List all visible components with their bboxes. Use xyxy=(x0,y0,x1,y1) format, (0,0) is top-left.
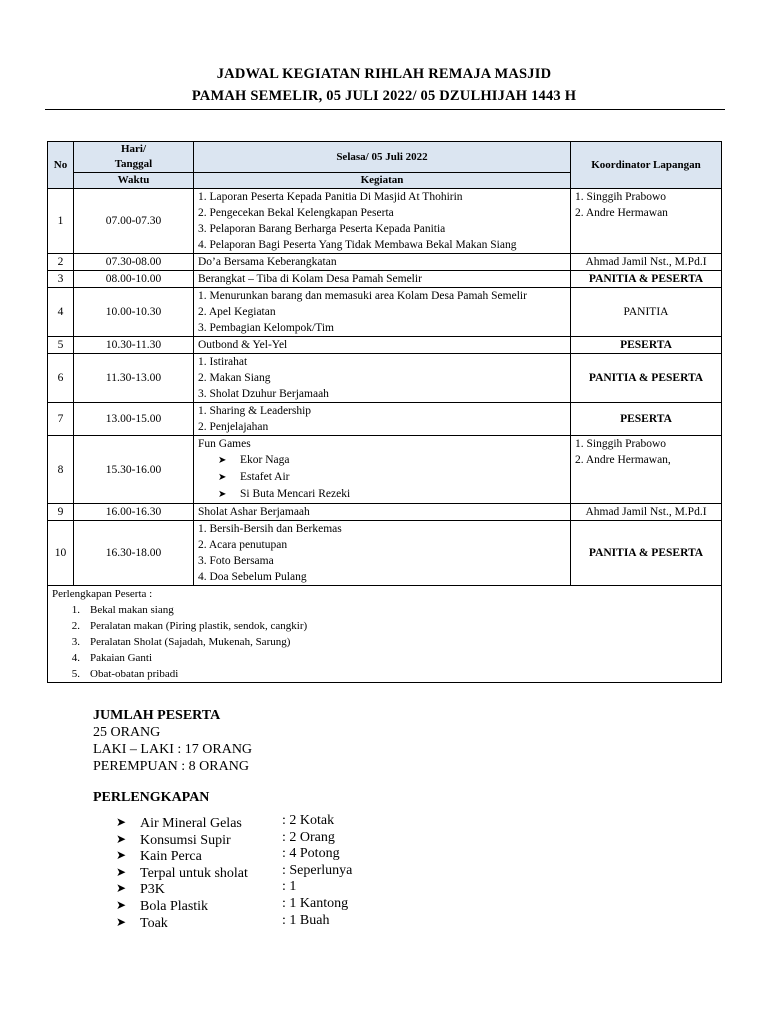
activity-line: 1. Bersih-Bersih dan Berkemas xyxy=(198,523,342,535)
equipment-heading: PERLENGKAPAN xyxy=(93,790,210,805)
activity-line: 2. Acara penutupan xyxy=(198,539,288,551)
row-time: 16.00-16.30 xyxy=(74,504,194,521)
activity-line: Fun Games xyxy=(198,438,251,450)
activity-line: 2. Penjelajahan xyxy=(198,421,269,433)
activity-line: 1. Istirahat xyxy=(198,356,248,368)
equipment-name: Toak xyxy=(140,915,168,931)
header-hari: Hari/ Tanggal xyxy=(74,142,194,173)
row-coordinator xyxy=(571,254,722,271)
header-kegiatan: Kegiatan xyxy=(194,173,571,189)
schedule-table xyxy=(47,141,722,683)
participant-female: PEREMPUAN : 8 ORANG xyxy=(93,759,249,774)
coordinator-line: 1. Singgih Prabowo xyxy=(575,438,667,450)
row-coordinator xyxy=(571,271,722,288)
item-text: Obat-obatan pribadi xyxy=(90,668,179,680)
arrow-bullet-icon: ➤ xyxy=(116,914,127,929)
row-coordinator xyxy=(571,288,722,337)
activity-line: 2. Pengecekan Bekal Kelengkapan Peserta xyxy=(198,207,394,219)
row-activities xyxy=(194,436,571,504)
row-number: 3 xyxy=(48,271,74,288)
item-number: 2. xyxy=(71,620,80,632)
arrow-bullet-icon: ➤ xyxy=(218,472,227,483)
row-activities xyxy=(194,403,571,436)
row-coordinator xyxy=(571,521,722,586)
activity-line: 3. Pembagian Kelompok/Tim xyxy=(198,322,334,334)
item-number: 1. xyxy=(71,604,80,616)
row-activities xyxy=(194,337,571,354)
equipment-quantity: : 1 Kantong xyxy=(282,895,349,911)
participant-equipment-item xyxy=(52,602,717,618)
equipment-name: Air Mineral Gelas xyxy=(140,816,242,831)
activity-line: 4. Doa Sebelum Pulang xyxy=(198,571,307,583)
item-number: 4. xyxy=(71,652,80,664)
row-activities xyxy=(194,254,571,271)
participant-equipment-item xyxy=(52,666,717,682)
participant-count-section xyxy=(93,707,252,775)
arrow-bullet-icon: ➤ xyxy=(116,831,127,846)
activity-line: 1. Menurunkan barang dan memasuki area Kolam Desa Pamah Semelir xyxy=(198,290,527,302)
activity-line: Do’a Bersama Keberangkatan xyxy=(198,256,337,268)
coordinator-line: PANITIA & PESERTA xyxy=(588,273,704,285)
equipment-quantity: : Seperlunya xyxy=(282,862,353,878)
row-number: 4 xyxy=(48,288,74,337)
item-text: Peralatan makan (Piring plastik, sendok, cangkir) xyxy=(90,620,308,632)
row-coordinator xyxy=(571,403,722,436)
participant-equipment-item xyxy=(52,618,717,634)
coordinator-line: 2. Andre Hermawan xyxy=(575,207,668,219)
activity-line: 2. Makan Siang xyxy=(198,372,271,384)
equipment-quantity: : 1 xyxy=(282,879,297,895)
coordinator-line: Ahmad Jamil Nst., M.Pd.I xyxy=(585,506,707,518)
row-activities xyxy=(194,271,571,288)
row-coordinator xyxy=(571,436,722,504)
row-number: 6 xyxy=(48,354,74,403)
coordinator-line: PANITIA & PESERTA xyxy=(588,372,704,384)
sub-activity-line xyxy=(198,486,566,503)
item-text: Peralatan Sholat (Sajadah, Mukenah, Sarung) xyxy=(90,636,291,648)
row-activities xyxy=(194,288,571,337)
arrow-bullet-icon: ➤ xyxy=(218,489,227,500)
arrow-bullet-icon: ➤ xyxy=(116,864,127,879)
activity-line: Berangkat – Tiba di Kolam Desa Pamah Semelir xyxy=(198,273,422,285)
activity-line: 3. Foto Bersama xyxy=(198,555,274,567)
coordinator-line: PESERTA xyxy=(620,413,672,425)
equipment-name: P3K xyxy=(140,882,165,898)
activity-line: Sholat Ashar Berjamaah xyxy=(198,506,310,518)
table-row xyxy=(48,189,722,254)
row-coordinator xyxy=(571,354,722,403)
arrow-bullet-icon: ➤ xyxy=(218,455,227,466)
row-time: 10.00-10.30 xyxy=(74,288,194,337)
participant-equipment-item xyxy=(52,650,717,666)
document-title: JADWAL KEGIATAN RIHLAH REMAJA MASJID xyxy=(216,66,552,82)
activity-line: 2. Apel Kegiatan xyxy=(198,306,276,318)
activity-line: 3. Pelaporan Barang Berharga Peserta Kepada Panitia xyxy=(198,223,446,235)
row-time: 11.30-13.00 xyxy=(74,354,194,403)
table-row xyxy=(48,521,722,586)
coordinator-line: PESERTA xyxy=(620,339,672,351)
coordinator-line: 1. Singgih Prabowo xyxy=(575,191,667,203)
equipment-quantity: : 2 Kotak xyxy=(282,813,335,828)
row-number: 1 xyxy=(48,189,74,254)
item-number: 3. xyxy=(71,636,80,648)
activity-line: 1. Laporan Peserta Kepada Panitia Di Masjid At Thohirin xyxy=(198,191,463,203)
row-number: 2 xyxy=(48,254,74,271)
header-koordinator: Koordinator Lapangan xyxy=(571,142,722,189)
row-number: 9 xyxy=(48,504,74,521)
sub-activity-text: Ekor Naga xyxy=(240,454,290,466)
row-time: 08.00-10.00 xyxy=(74,271,194,288)
row-activities xyxy=(194,504,571,521)
row-activities xyxy=(194,521,571,586)
title-divider xyxy=(45,109,725,110)
coordinator-line: 2. Andre Hermawan, xyxy=(575,454,671,466)
row-number: 7 xyxy=(48,403,74,436)
participant-count-heading: JUMLAH PESERTA xyxy=(93,708,221,723)
equipment-name: Kain Perca xyxy=(140,849,202,865)
row-activities xyxy=(194,354,571,403)
activity-line: Outbond & Yel-Yel xyxy=(198,339,288,351)
sub-activity-line xyxy=(198,469,566,486)
participant-equipment-title: Perlengkapan Peserta : xyxy=(52,588,153,600)
row-time: 13.00-15.00 xyxy=(74,403,194,436)
sub-activity-text: Si Buta Mencari Rezeki xyxy=(240,488,351,500)
activity-line: 4. Pelaporan Bagi Peserta Yang Tidak Membawa Bekal Makan Siang xyxy=(198,239,517,251)
table-row xyxy=(48,254,722,271)
table-row xyxy=(48,504,722,521)
row-time: 07.30-08.00 xyxy=(74,254,194,271)
row-time: 10.30-11.30 xyxy=(74,337,194,354)
item-number: 5. xyxy=(71,668,80,680)
table-row xyxy=(48,288,722,337)
equipment-quantity: : 4 Potong xyxy=(282,846,340,862)
activity-line: 1. Sharing & Leadership xyxy=(198,405,312,417)
arrow-bullet-icon: ➤ xyxy=(116,815,127,829)
row-number: 5 xyxy=(48,337,74,354)
row-time: 16.30-18.00 xyxy=(74,521,194,586)
row-activities xyxy=(194,189,571,254)
row-coordinator xyxy=(571,189,722,254)
equipment-name: Konsumsi Supir xyxy=(140,832,231,848)
row-coordinator xyxy=(571,337,722,354)
arrow-bullet-icon: ➤ xyxy=(116,881,127,896)
sub-activity-text: Estafet Air xyxy=(240,471,290,483)
row-time: 15.30-16.00 xyxy=(74,436,194,504)
coordinator-line: PANITIA xyxy=(623,306,669,318)
table-row xyxy=(48,436,722,504)
header-date: Selasa/ 05 Juli 2022 xyxy=(194,142,571,173)
activity-line: 3. Sholat Dzuhur Berjamaah xyxy=(198,388,329,400)
participant-equipment-item xyxy=(52,634,717,650)
row-number: 10 xyxy=(48,521,74,586)
table-row xyxy=(48,354,722,403)
arrow-bullet-icon: ➤ xyxy=(116,897,127,912)
table-row xyxy=(48,337,722,354)
header-no: No xyxy=(48,142,74,189)
item-text: Pakaian Ganti xyxy=(90,652,153,664)
row-coordinator xyxy=(571,504,722,521)
equipment-name: Terpal untuk sholat xyxy=(140,865,248,881)
document-subtitle: PAMAH SEMELIR, 05 JULI 2022/ 05 DZULHIJAH 1443 H xyxy=(191,88,577,104)
table-row xyxy=(48,403,722,436)
participant-total: 25 ORANG xyxy=(93,725,161,740)
row-number: 8 xyxy=(48,436,74,504)
equipment-quantity: : 2 Orang xyxy=(282,829,335,845)
participant-equipment-cell xyxy=(48,586,722,683)
table-row xyxy=(48,271,722,288)
arrow-bullet-icon: ➤ xyxy=(116,848,127,863)
coordinator-line: PANITIA & PESERTA xyxy=(588,547,704,559)
participant-male: LAKI – LAKI : 17 ORANG xyxy=(93,742,253,757)
equipment-name: Bola Plastik xyxy=(140,898,209,914)
coordinator-line: Ahmad Jamil Nst., M.Pd.I xyxy=(585,256,707,268)
row-time: 07.00-07.30 xyxy=(74,189,194,254)
item-text: Bekal makan siang xyxy=(90,604,174,616)
equipment-quantity: : 1 Buah xyxy=(282,912,330,928)
sub-activity-line xyxy=(198,452,566,469)
header-waktu: Waktu xyxy=(74,173,194,189)
